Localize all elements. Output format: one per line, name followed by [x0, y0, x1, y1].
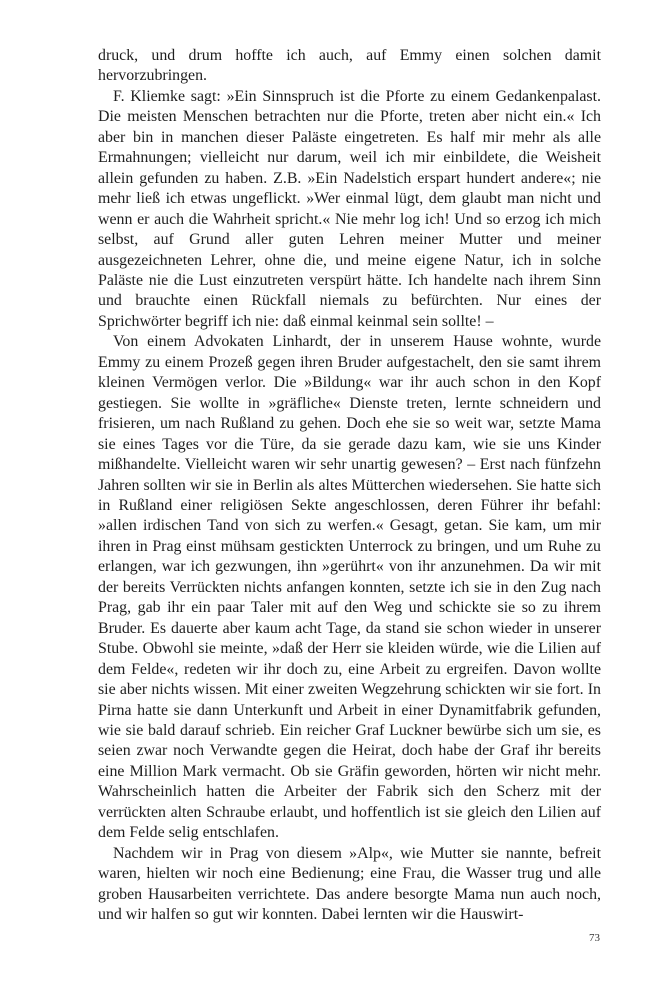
paragraph-kliemke: F. Kliemke sagt: »Ein Sinnspruch ist die Pforte zu einem Gedankenpalast. Die meisten Menschen betrachten nur die Pforte, treten aber nicht ein.« Ich aber bin in manchen dieser Paläste eingetreten. Es half mir mehr als alle Ermahnungen; vielleicht nur darum, weil ich mir einbildete, die Weisheit allein gefunden zu haben. Z.B. »Ein Nadelstich erspart hundert andere«; nie mehr ließ ich etwas ungeflickt. »Wer einmal lügt, dem glaubt man nicht und wenn er auch die Wahrheit spricht.« Nie mehr log ich! Und so erzog ich mich selbst, auf Grund aller guten Lehren meiner Mutter und meiner ausgezeichneten Lehrer, ohne die, und meine eigene Natur, ich in solche Paläste nie die Lust einzutreten verspürt hätte. Ich handelte nach ihrem Sinn und brauchte einen Rückfall niemals zu befürchten. Nur eines der Sprichwörter begriff ich nie: daß einmal keinmal sein sollte! – [98, 87, 601, 330]
paragraph-linhardt: Von einem Advokaten Linhardt, der in unserem Hause wohnte, wurde Emmy zu einem Prozeß gegen ihren Bruder aufgestachelt, den sie samt ihrem kleinen Vermögen verlor. Die »Bildung« war ihr auch schon in den Kopf gestiegen. Sie wollte in »gräfliche« Dienste treten, lernte schneidern und frisieren, um nach Rußland zu gehen. Doch ehe sie so weit war, setzte Mama sie eines Tages vor die Türe, da sie gerade dazu kam, wie sie uns Kinder mißhandelte. Vielleicht waren wir sehr unartig gewesen? – Erst nach fünfzehn Jahren sollten wir sie in Berlin als altes Mütterchen wiedersehen. Sie hatte sich in Rußland einer religiösen Sekte angeschlossen, deren Führer ihr befahl: »allen irdischen Tand von sich zu werfen.« Gesagt, getan. Sie kam, um mir ihren in Prag einst mühsam gestickten Unterrock zu bringen, und um Ruhe zu erlangen, war ich gezwungen, ihn »gerührt« von ihr anzunehmen. Da wir mit der bereits Verrückten nichts anfangen konnten, setzte ich sie in den Zug nach Prag, gab ihr ein paar Taler mit auf den Weg und schickte sie so zu ihrem Bruder. Es dauerte aber kaum acht Tage, da stand sie schon wieder in unserer Stube. Obwohl sie meinte, »daß der Herr sie kleiden würde, wie die Lilien auf dem Felde«, redeten wir ihr doch zu, eine Arbeit zu ergreifen. Davon wollte sie aber nichts wissen. Mit einer zweiten Wegzehrung schickten wir sie fort. In Pirna hatte sie dann Unterkunft und Arbeit in einer Dynamitfabrik gefunden, wie sie bald darauf schrieb. Ein reicher Graf Luckner bewürbe sich um sie, es seien zwar noch Verwandte gegen die Heirat, doch habe der Graf ihr bereits eine Million Mark vermacht. Ob sie Gräfin geworden, hörten wir nicht mehr. Wahrscheinlich hatten die Arbeiter der Fabrik sich den Scherz mit der verrückten alten Schraube erlaubt, und hoffentlich ist sie gleich den Lilien auf dem Felde selig entschlafen. [98, 333, 601, 842]
paragraph-continuation: druck, und drum hoffte ich auch, auf Emmy einen solchen damit hervorzubringen. [98, 47, 601, 85]
page-number: 73 [589, 932, 600, 944]
paragraph-alp: Nachdem wir in Prag von diesem »Alp«, wie Mutter sie nannte, befreit waren, hielten wir noch eine Bedienung; eine Frau, die Wasser trug und alle groben Hausarbeiten verrichtete. Das andere besorgte Mama nun auch noch, und wir halfen so gut wir konnten. Dabei lernten wir die Hauswirt- [98, 844, 601, 924]
page-text-block [98, 46, 601, 925]
